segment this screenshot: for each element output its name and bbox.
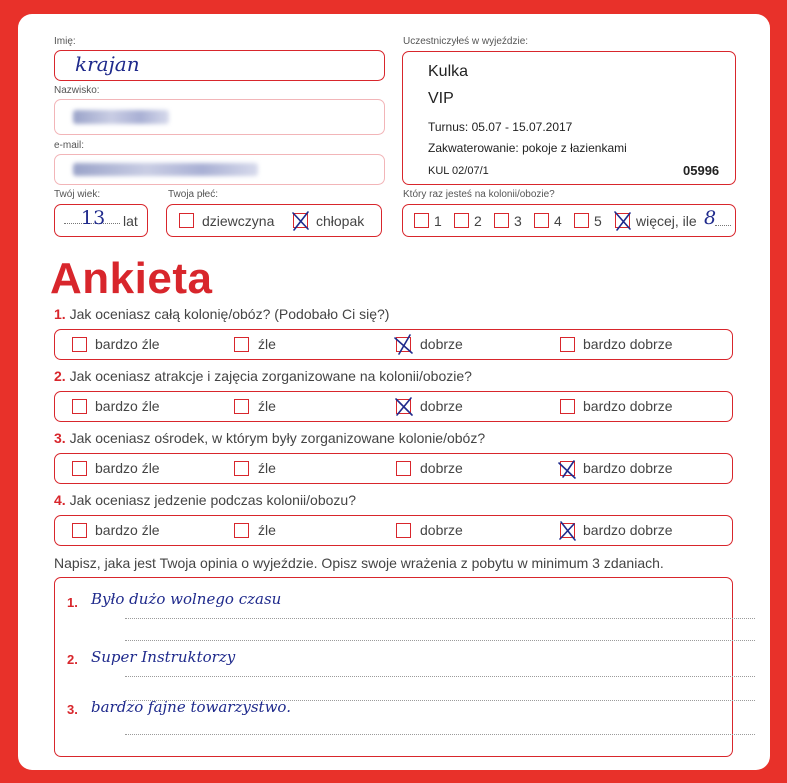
times-label: Który raz jesteś na kolonii/obozie? xyxy=(403,189,555,200)
age-unit: lat xyxy=(123,213,138,229)
q1-option-3-checkbox[interactable] xyxy=(396,337,411,352)
q3-option-1-label: bardzo źle xyxy=(95,460,160,476)
question-1-number: 1. xyxy=(54,306,66,322)
question-2-options xyxy=(54,391,733,422)
times-3-label: 3 xyxy=(514,213,522,229)
q4-option-2-checkbox[interactable] xyxy=(234,523,249,538)
question-2 xyxy=(54,368,472,384)
times-1-label: 1 xyxy=(434,213,442,229)
question-4-number: 4. xyxy=(54,492,66,508)
times-more-checkbox[interactable] xyxy=(615,213,630,228)
q2-option-3-checkbox[interactable] xyxy=(396,399,411,414)
q4-option-2-label: źle xyxy=(258,522,276,538)
q1-option-1-checkbox[interactable] xyxy=(72,337,87,352)
stamp-turnus-label: Turnus: xyxy=(428,120,469,134)
gender-label: Twoja płeć: xyxy=(168,189,219,200)
question-4 xyxy=(54,492,356,508)
answer-2-text: Super Instruktorzy xyxy=(91,648,236,666)
q4-option-3-label: dobrze xyxy=(420,522,463,538)
question-3-options xyxy=(54,453,733,484)
opinion-line xyxy=(125,676,755,677)
name-value: krajan xyxy=(75,52,140,76)
opinion-line xyxy=(125,618,755,619)
question-3 xyxy=(54,430,485,446)
email-redacted xyxy=(73,163,258,176)
opinion-box[interactable] xyxy=(54,577,733,757)
q4-option-1-checkbox[interactable] xyxy=(72,523,87,538)
times-1-checkbox[interactable] xyxy=(414,213,429,228)
cross-mark-icon xyxy=(394,396,414,418)
stamp-line2: VIP xyxy=(428,90,454,107)
answer-1-number: 1. xyxy=(67,595,78,610)
stamp-code: KUL 02/07/1 xyxy=(428,165,489,177)
q4-option-1-label: bardzo źle xyxy=(95,522,160,538)
surname-label: Nazwisko: xyxy=(54,85,100,96)
stamp-turnus-value: 05.07 - 15.07.2017 xyxy=(471,120,573,134)
q3-option-4-checkbox[interactable] xyxy=(560,461,575,476)
gender-female-label: dziewczyna xyxy=(202,213,275,229)
q3-option-3-checkbox[interactable] xyxy=(396,461,411,476)
email-label: e-mail: xyxy=(54,140,85,151)
q2-option-4-label: bardzo dobrze xyxy=(583,398,673,414)
question-1-text: Jak oceniasz całą kolonię/obóz? (Podobało Ci się?) xyxy=(69,306,390,322)
stamp-accom-label: Zakwaterowanie: xyxy=(428,141,519,155)
times-2-label: 2 xyxy=(474,213,482,229)
age-label: Twój wiek: xyxy=(54,189,101,200)
cross-mark-icon xyxy=(613,210,633,232)
q3-option-2-label: źle xyxy=(258,460,276,476)
gender-field xyxy=(166,204,382,237)
q3-option-4-label: bardzo dobrze xyxy=(583,460,673,476)
q1-option-2-checkbox[interactable] xyxy=(234,337,249,352)
answer-1-text: Było dużo wolnego czasu xyxy=(91,590,282,608)
survey-title: Ankieta xyxy=(50,254,213,303)
times-field xyxy=(402,204,736,237)
q4-option-3-checkbox[interactable] xyxy=(396,523,411,538)
gender-male-checkbox[interactable] xyxy=(293,213,308,228)
times-5-checkbox[interactable] xyxy=(574,213,589,228)
answer-2-number: 2. xyxy=(67,652,78,667)
cross-mark-icon xyxy=(291,210,311,232)
q2-option-2-label: źle xyxy=(258,398,276,414)
question-2-number: 2. xyxy=(54,368,66,384)
q2-option-1-label: bardzo źle xyxy=(95,398,160,414)
times-more-value: 8 xyxy=(704,207,717,229)
times-dotted-line xyxy=(715,225,731,226)
age-value: 13 xyxy=(81,207,106,229)
times-more-label: więcej, ile xyxy=(636,213,697,229)
surname-field[interactable] xyxy=(54,99,385,135)
q4-option-4-checkbox[interactable] xyxy=(560,523,575,538)
stamp-line1: Kulka xyxy=(428,63,469,80)
q1-option-3-label: dobrze xyxy=(420,336,463,352)
cross-mark-icon xyxy=(394,334,414,356)
gender-male-label: chłopak xyxy=(316,213,365,229)
question-3-text: Jak oceniasz ośrodek, w którym były zorganizowane kolonie/obóz? xyxy=(69,430,486,446)
answer-3-text: bardzo fajne towarzystwo. xyxy=(91,698,291,716)
opinion-prompt: Napisz, jaka jest Twoja opinia o wyjeździe. Opisz swoje wrażenia z pobytu w minimum 3 zdaniach. xyxy=(54,555,664,571)
surname-redacted xyxy=(73,110,169,124)
q2-option-4-checkbox[interactable] xyxy=(560,399,575,414)
question-1 xyxy=(54,306,389,322)
participated-label: Uczestniczyłeś w wyjeździe: xyxy=(403,36,529,47)
name-label: Imię: xyxy=(54,36,76,47)
stamp-accom-value: pokoje z łazienkami xyxy=(522,141,627,155)
times-4-label: 4 xyxy=(554,213,562,229)
q2-option-1-checkbox[interactable] xyxy=(72,399,87,414)
q3-option-3-label: dobrze xyxy=(420,460,463,476)
q2-option-3-label: dobrze xyxy=(420,398,463,414)
question-4-text: Jak oceniasz jedzenie podczas kolonii/obozu? xyxy=(69,492,356,508)
q2-option-2-checkbox[interactable] xyxy=(234,399,249,414)
opinion-line xyxy=(125,640,755,641)
gender-female-checkbox[interactable] xyxy=(179,213,194,228)
times-5-label: 5 xyxy=(594,213,602,229)
times-3-checkbox[interactable] xyxy=(494,213,509,228)
email-field[interactable] xyxy=(54,154,385,185)
times-4-checkbox[interactable] xyxy=(534,213,549,228)
stamp-number: 05996 xyxy=(683,163,720,178)
question-2-text: Jak oceniasz atrakcje i zajęcia zorganizowane na kolonii/obozie? xyxy=(69,368,472,384)
cross-mark-icon xyxy=(558,458,578,480)
answer-3-number: 3. xyxy=(67,702,78,717)
age-field[interactable] xyxy=(54,204,148,237)
opinion-line xyxy=(125,734,755,735)
name-field[interactable] xyxy=(54,50,385,81)
q1-option-4-label: bardzo dobrze xyxy=(583,336,673,352)
q1-option-4-checkbox[interactable] xyxy=(560,337,575,352)
q3-option-1-checkbox[interactable] xyxy=(72,461,87,476)
q3-option-2-checkbox[interactable] xyxy=(234,461,249,476)
q1-option-1-label: bardzo źle xyxy=(95,336,160,352)
question-1-options xyxy=(54,329,733,360)
q1-option-2-label: źle xyxy=(258,336,276,352)
trip-stamp-box xyxy=(402,51,736,185)
times-2-checkbox[interactable] xyxy=(454,213,469,228)
question-4-options xyxy=(54,515,733,546)
q4-option-4-label: bardzo dobrze xyxy=(583,522,673,538)
question-3-number: 3. xyxy=(54,430,66,446)
survey-form xyxy=(18,14,770,770)
cross-mark-icon xyxy=(558,520,578,542)
